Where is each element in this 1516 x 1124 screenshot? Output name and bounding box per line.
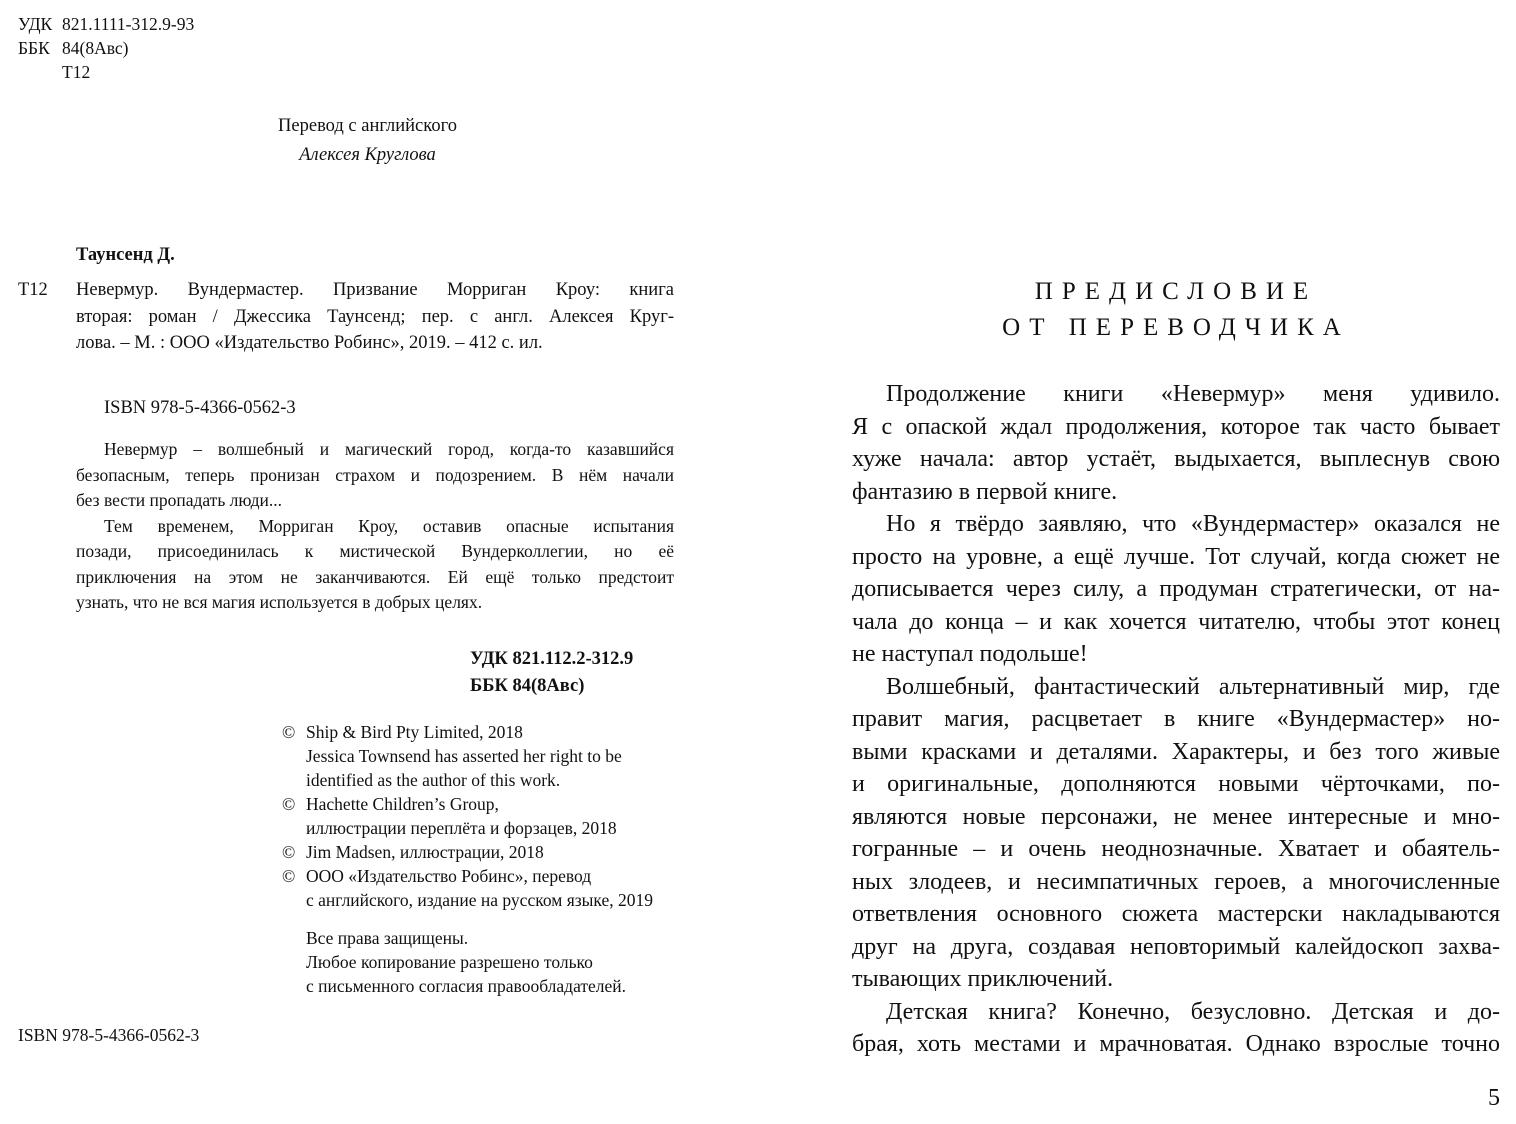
body-line: Продолжение книги «Невермур» меня удивило. — [886, 381, 1500, 407]
catalog-author-mark: Т12 — [18, 280, 48, 300]
heading-line-1: ПРЕДИСЛОВИЕ — [1034, 278, 1318, 305]
body-line: и оригинальные, дополняются новыми чёрточками, по- — [852, 771, 1500, 797]
catalog-line: вторая: роман / Джессика Таунсенд; пер. с англ. Алексея Круг- — [76, 306, 674, 327]
udk-value: 821.1111-312.9-93 — [62, 14, 195, 34]
body-line: Волшебный, фантастический альтернативный мир, где — [886, 673, 1500, 700]
udk-code: УДК 821.112.2-312.9 — [470, 649, 634, 669]
catalog-isbn: ISBN 978-5-4366-0562-3 — [104, 398, 296, 418]
body-line: хуже начала: автор устаёт, выдыхается, выплеснув свою — [852, 446, 1500, 472]
body-line: Я с опаской ждал продолжения, которое так часто бывает — [852, 413, 1500, 440]
body-line: гогранные – и очень неоднозначные. Хватает и обаятель- — [852, 836, 1500, 862]
copyright-line: Hachette Children’s Group, — [306, 794, 499, 814]
body-line: Детская книга? Конечно, безусловно. Детская и до- — [886, 998, 1500, 1025]
copyright-line: Ship & Bird Pty Limited, 2018 — [306, 722, 523, 742]
copyright-line: Jim Madsen, иллюстрации, 2018 — [306, 842, 544, 862]
preface-heading — [852, 274, 1500, 346]
translation-credit — [230, 113, 505, 168]
classification-block — [18, 12, 218, 84]
body-line: ответвления основного сюжета мастерски накладываются — [852, 901, 1500, 927]
copyright-line: ООО «Издательство Робинс», перевод — [306, 866, 592, 886]
catalog-line: лова. – М. : ООО «Издательство Робинс», 2019. – 412 с. ил. — [76, 333, 543, 353]
copyright-line: Jessica Townsend has asserted her right to be — [306, 746, 622, 766]
rights-line: с письменного согласия правообладателей. — [306, 976, 627, 996]
copyright-symbol: © — [282, 866, 296, 886]
copyright-line: иллюстрации переплёта и форзацев, 2018 — [306, 818, 617, 838]
copyright-line: с английского, издание на русском языке, 2019 — [306, 890, 654, 910]
body-line: правит магия, расцветает в книге «Вундермастер» но- — [852, 706, 1500, 732]
body-line: выми красками и деталями. Характеры, и без того живые — [852, 738, 1500, 765]
catalog-description — [76, 277, 674, 357]
annotation-line: Невермур – волшебный и магический город, когда-то казавшийся — [104, 439, 674, 459]
body-line: не наступал подольше! — [852, 641, 1088, 667]
codes-block — [470, 646, 674, 699]
copyright-symbol: © — [282, 722, 296, 742]
author-mark: Т12 — [62, 62, 91, 82]
copyright-symbol: © — [282, 842, 296, 862]
catalog-line: Невермур. Вундермастер. Призвание Морриган Кроу: книга — [76, 280, 674, 300]
annotation-line: приключения на этом не заканчиваются. Ей ещё только предстоит — [76, 566, 674, 587]
copyright-line: identified as the author of this work. — [306, 770, 561, 790]
body-line: ных злодеев, и несимпатичных героев, а многочисленные — [852, 868, 1500, 895]
copyright-symbol: © — [282, 794, 296, 814]
translator-name: Алексея Круглова — [299, 144, 436, 165]
annotation-line: безопасным, теперь пронизан страхом и подозрением. В нём начали — [76, 464, 674, 485]
body-line: чала до конца – и как хочется читателю, чтобы этот конец — [852, 608, 1500, 635]
translation-line: Перевод с английского — [278, 116, 457, 136]
annotation — [76, 437, 674, 616]
heading-line-2: ОТ ПЕРЕВОДЧИКА — [1002, 314, 1350, 341]
body-line: Но я твёрдо заявляю, что «Вундермастер» оказался не — [886, 511, 1500, 537]
annotation-line: узнать, что не вся магия используется в добрых целях. — [76, 592, 483, 612]
rights-notice — [306, 926, 626, 998]
catalog-author: Таунсенд Д. — [76, 245, 175, 265]
body-line: являются новые персонажи, не менее интересные и мно- — [852, 803, 1500, 830]
rights-line: Любое копирование разрешено только — [306, 952, 593, 972]
annotation-line: без вести пропадать люди... — [76, 490, 282, 510]
body-line: тывающих приключений. — [852, 966, 1114, 992]
footer-isbn: ISBN 978-5-4366-0562-3 — [18, 1025, 200, 1045]
body-line: просто на уровне, а ещё лучше. Тот случай, когда сюжет не — [852, 543, 1500, 570]
bbk-label: ББК — [18, 38, 50, 58]
body-line: дописывается через силу, а продуман стратегически, от на- — [852, 576, 1500, 602]
bbk-value: 84(8Авс) — [62, 38, 129, 58]
rights-line: Все права защищены. — [306, 928, 469, 948]
udk-label: УДК — [18, 14, 53, 34]
annotation-line: Тем временем, Морриган Кроу, оставив опасные испытания — [104, 515, 674, 536]
preface-body — [852, 378, 1500, 1061]
page-number: 5 — [1488, 1085, 1500, 1111]
body-line: брая, хоть местами и мрачноватая. Однако взрослые точно — [852, 1031, 1500, 1057]
copyright-block — [282, 720, 682, 1020]
bbk-code: ББК 84(8Авс) — [470, 675, 585, 696]
body-line: фантазию в первой книге. — [852, 478, 1118, 505]
body-line: друг на друга, создавая неповторимый калейдоскоп захва- — [852, 933, 1500, 960]
annotation-line: позади, присоединилась к мистической Вундерколлегии, но её — [76, 541, 674, 561]
